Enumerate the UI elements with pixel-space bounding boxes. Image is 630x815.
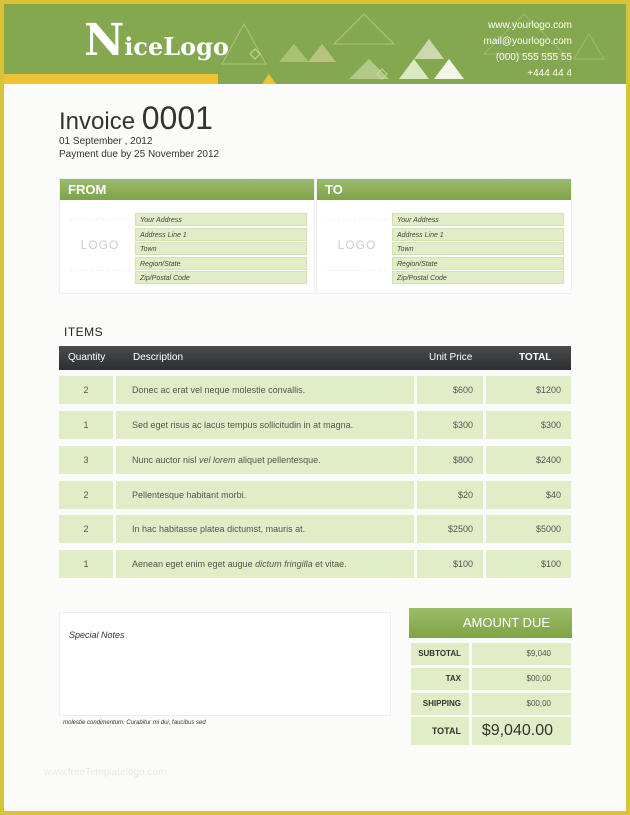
- row-unit-price: $600: [417, 376, 483, 404]
- header-description: Description: [133, 352, 184, 363]
- shipping-row: [411, 693, 571, 715]
- row-quantity: 3: [59, 446, 113, 474]
- subtotal-value: $9,040: [472, 643, 571, 665]
- table-row: [59, 481, 571, 509]
- row-unit-price: $2500: [417, 515, 483, 543]
- logo-initial: N: [84, 15, 125, 66]
- invoice-date: 01 September , 2012: [59, 136, 153, 147]
- subtotal-row: [411, 643, 571, 665]
- from-address-line-field[interactable]: Address Line 1: [135, 228, 307, 241]
- accent-bar: [4, 74, 218, 84]
- contact-phone: (000) 555 555 55: [495, 52, 572, 63]
- from-zip-field[interactable]: Zip/Postal Code: [135, 271, 307, 284]
- row-quantity: 2: [59, 515, 113, 543]
- table-row: [59, 515, 571, 543]
- row-unit-price: $800: [417, 446, 483, 474]
- to-logo-placeholder: LOGO: [327, 219, 387, 271]
- notes-footer: molestie condimentum. Curabitur mi dui, faucibus sed: [63, 720, 206, 726]
- row-quantity: 2: [59, 481, 113, 509]
- header-quantity: Quantity: [68, 352, 106, 363]
- to-address-field[interactable]: Your Address: [392, 213, 564, 226]
- company-logo: [84, 16, 229, 66]
- watermark: www.freeTemplatelogo.com: [44, 767, 167, 778]
- desc-text: Nunc auctor nisl: [132, 455, 200, 465]
- from-region-field[interactable]: Region/State: [135, 257, 307, 270]
- items-table-header: [59, 346, 571, 370]
- contact-email: mail@yourlogo.com: [483, 36, 572, 47]
- row-description: Donec ac erat vel neque molestie convallis.: [116, 376, 414, 404]
- to-section: [316, 178, 572, 294]
- to-address-line-field[interactable]: Address Line 1: [392, 228, 564, 241]
- row-quantity: 2: [59, 376, 113, 404]
- notes-title: Special Notes: [69, 630, 125, 640]
- shipping-value: $00,00: [472, 693, 571, 715]
- invoice-dates: [59, 135, 219, 161]
- row-description: Sed eget risus ac lacus tempus sollicitudin in at magna.: [116, 411, 414, 439]
- row-description: In hac habitasse platea dictumst, mauris at.: [116, 515, 414, 543]
- desc-text: aliquet pellentesque.: [235, 455, 321, 465]
- tax-label: TAX: [411, 668, 469, 690]
- amount-due-heading: AMOUNT DUE: [409, 608, 572, 638]
- row-description: [116, 550, 414, 578]
- special-notes-box[interactable]: [59, 612, 391, 716]
- row-quantity: 1: [59, 550, 113, 578]
- desc-text: Aenean eget enim eget augue: [132, 559, 256, 569]
- total-row: [411, 717, 571, 745]
- tax-row: [411, 668, 571, 690]
- header-total: TOTAL: [519, 352, 552, 363]
- row-unit-price: $20: [417, 481, 483, 509]
- header-banner: [4, 4, 626, 84]
- to-zip-field[interactable]: Zip/Postal Code: [392, 271, 564, 284]
- to-region-field[interactable]: Region/State: [392, 257, 564, 270]
- invoice-number: 0001: [141, 100, 213, 136]
- items-heading: ITEMS: [64, 325, 104, 339]
- shipping-label: SHIPPING: [411, 693, 469, 715]
- to-heading: TO: [317, 179, 571, 200]
- from-heading: FROM: [60, 179, 314, 200]
- contact-website: www.yourlogo.com: [488, 20, 572, 31]
- logo-text: iceLogo: [124, 32, 229, 61]
- row-unit-price: $100: [417, 550, 483, 578]
- subtotal-label: SUBTOTAL: [411, 643, 469, 665]
- total-label: TOTAL: [411, 717, 469, 745]
- row-description: [116, 446, 414, 474]
- contact-phone-2: +444 44 4: [527, 68, 572, 79]
- header-unit-price: Unit Price: [429, 352, 473, 363]
- row-total: $40: [486, 481, 571, 509]
- from-town-field[interactable]: Town: [135, 242, 307, 255]
- table-row: [59, 550, 571, 578]
- row-description: Pellentesque habitant morbi.: [116, 481, 414, 509]
- table-row: [59, 446, 571, 474]
- invoice-label: Invoice: [59, 108, 136, 135]
- from-section: [59, 178, 315, 294]
- from-logo-placeholder: LOGO: [70, 219, 130, 271]
- row-total: $300: [486, 411, 571, 439]
- to-town-field[interactable]: Town: [392, 242, 564, 255]
- row-total: $5000: [486, 515, 571, 543]
- row-total: $100: [486, 550, 571, 578]
- row-total: $2400: [486, 446, 571, 474]
- tax-value: $00,00: [472, 668, 571, 690]
- row-quantity: 1: [59, 411, 113, 439]
- total-value: $9,040.00: [472, 717, 571, 745]
- desc-text: et vitae.: [312, 559, 347, 569]
- table-row: [59, 376, 571, 404]
- row-total: $1200: [486, 376, 571, 404]
- contact-info: [483, 18, 572, 82]
- payment-due: Payment due by 25 November 2012: [59, 149, 220, 160]
- desc-emphasis: dictum fringilla: [255, 559, 313, 569]
- table-row: [59, 411, 571, 439]
- invoice-title: [59, 100, 213, 137]
- from-address-field[interactable]: Your Address: [135, 213, 307, 226]
- row-unit-price: $300: [417, 411, 483, 439]
- desc-emphasis: vel lorem: [199, 455, 236, 465]
